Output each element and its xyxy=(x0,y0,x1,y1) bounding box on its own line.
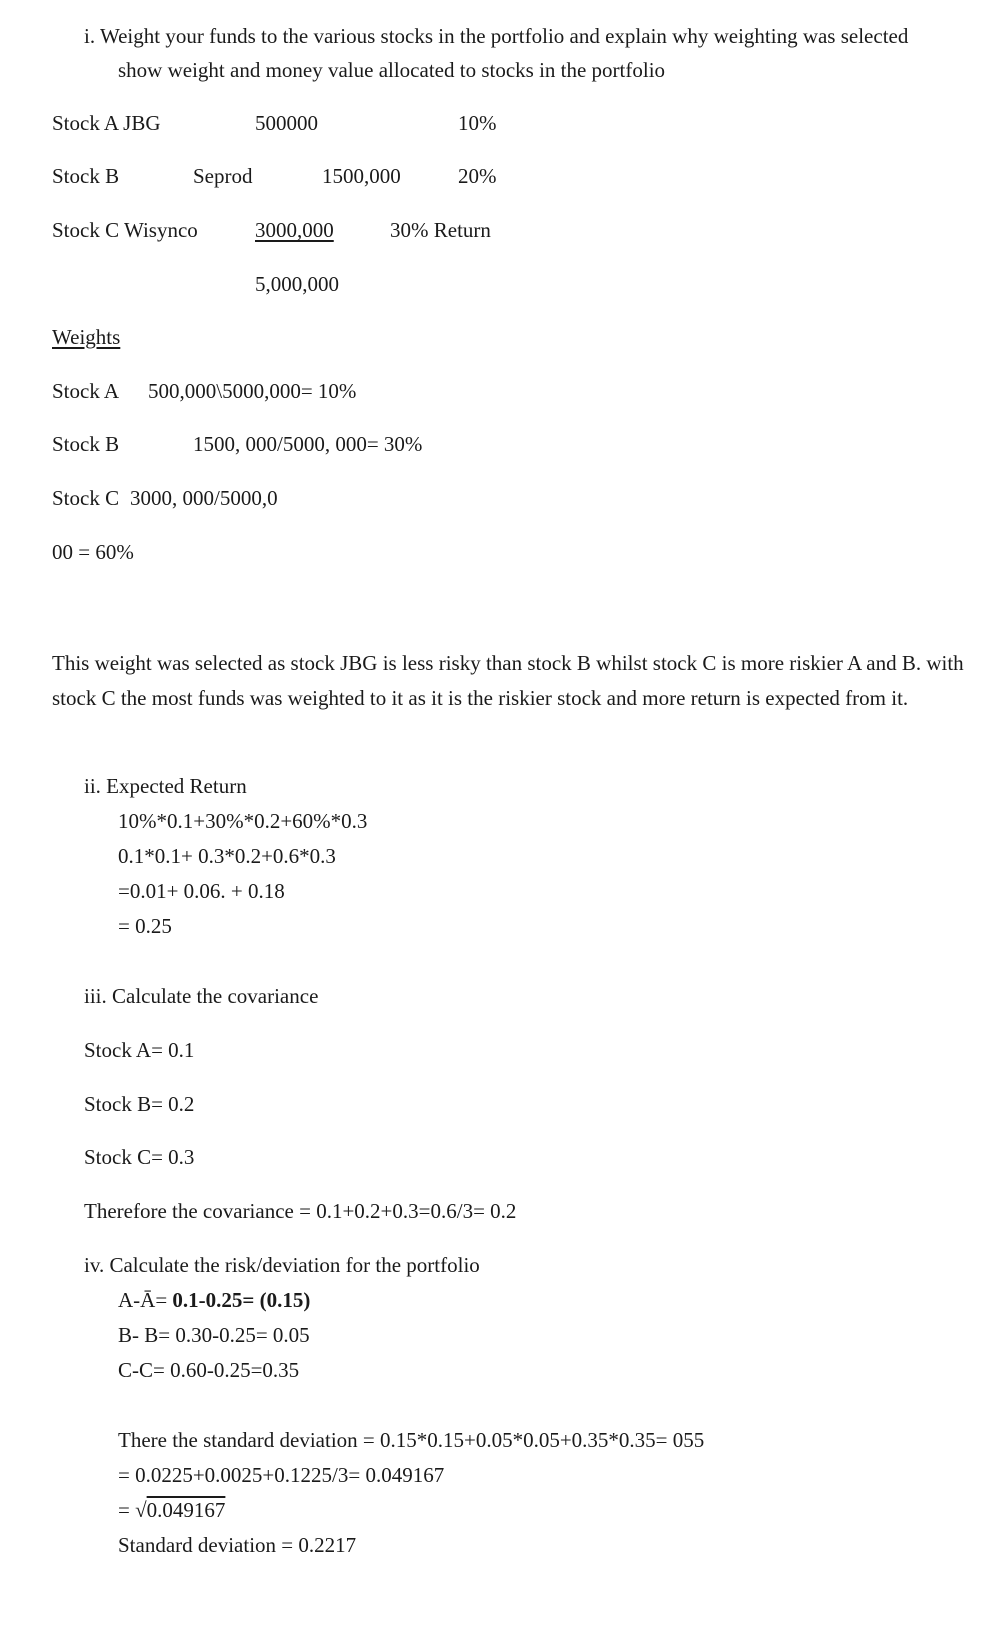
weight-a-label: Stock A xyxy=(52,379,120,403)
std-dev-line-1: There the standard deviation = 0.15*0.15+0.05*0.05+0.35*0.35= 055 xyxy=(118,1428,705,1452)
deviation-line-a xyxy=(118,1290,310,1311)
std-dev-line-3 xyxy=(118,1500,225,1521)
section-ii-heading: ii. Expected Return xyxy=(84,774,247,798)
allocation-a-amount: 500000 xyxy=(255,111,318,135)
deviation-line-a-value: 0.1-0.25= (0.15) xyxy=(172,1288,311,1312)
weight-b-label: Stock B xyxy=(52,432,120,456)
weight-c-calc: 3000, 000/5000,0 xyxy=(130,486,278,510)
allocation-total: 5,000,000 xyxy=(255,272,339,296)
section-iii-heading: iii. Calculate the covariance xyxy=(84,984,319,1008)
std-dev-line-3-prefix: = xyxy=(118,1498,136,1522)
weight-b-calc: 1500, 000/5000, 000= 30% xyxy=(193,432,423,456)
weight-a-calc: 500,000\5000,000= 10% xyxy=(148,379,357,403)
allocation-c-pct: 30% Return xyxy=(390,218,491,242)
allocation-b-label: Stock B xyxy=(52,164,120,188)
expected-return-line: 0.1*0.1+ 0.3*0.2+0.6*0.3 xyxy=(118,844,336,868)
weight-c-label: Stock C xyxy=(52,486,120,510)
expected-return-result: = 0.25 xyxy=(118,914,172,938)
covariance-stock-a: Stock A= 0.1 xyxy=(84,1038,195,1062)
sqrt-radicand: 0.049167 xyxy=(146,1498,226,1522)
section-i-heading-line1: i. Weight your funds to the various stocks in the portfolio and explain why weighting was selected xyxy=(84,24,909,48)
allocation-c-label: Stock C Wisynco xyxy=(52,218,198,242)
deviation-line-a-prefix: A-Ā= xyxy=(118,1288,173,1312)
allocation-c-amount: 3000,000 xyxy=(255,218,334,242)
covariance-stock-b: Stock B= 0.2 xyxy=(84,1092,195,1116)
std-dev-line-2: = 0.0225+0.0025+0.1225/3= 0.049167 xyxy=(118,1463,445,1487)
allocation-b-amount: 1500,000 xyxy=(322,164,401,188)
allocation-b-name: Seprod xyxy=(193,164,253,188)
weight-c-continuation: 00 = 60% xyxy=(52,540,134,564)
std-dev-result: Standard deviation = 0.2217 xyxy=(118,1533,357,1557)
section-i-heading-line2: show weight and money value allocated to stocks in the portfolio xyxy=(118,58,666,82)
expected-return-line: 10%*0.1+30%*0.2+60%*0.3 xyxy=(118,809,368,833)
covariance-stock-c: Stock C= 0.3 xyxy=(84,1145,195,1169)
covariance-conclusion: Therefore the covariance = 0.1+0.2+0.3=0.6/3= 0.2 xyxy=(84,1199,517,1223)
weighting-explanation: This weight was selected as stock JBG is less risky than stock B whilst stock C is more riskier A and B. with stock C the most funds was weighted to it as it is the riskier stock and more return is expected from it. xyxy=(52,651,964,710)
deviation-line-b: B- B= 0.30-0.25= 0.05 xyxy=(118,1323,310,1347)
section-iv-heading: iv. Calculate the risk/deviation for the portfolio xyxy=(84,1253,480,1277)
weights-heading: Weights xyxy=(52,325,121,349)
allocation-b-pct: 20% xyxy=(458,164,497,188)
allocation-a-pct: 10% xyxy=(458,111,497,135)
allocation-a-label: Stock A JBG xyxy=(52,111,161,135)
expected-return-line: =0.01+ 0.06. + 0.18 xyxy=(118,879,285,903)
deviation-line-c: C-C= 0.60-0.25=0.35 xyxy=(118,1358,300,1382)
sqrt-symbol: √ xyxy=(135,1498,147,1522)
